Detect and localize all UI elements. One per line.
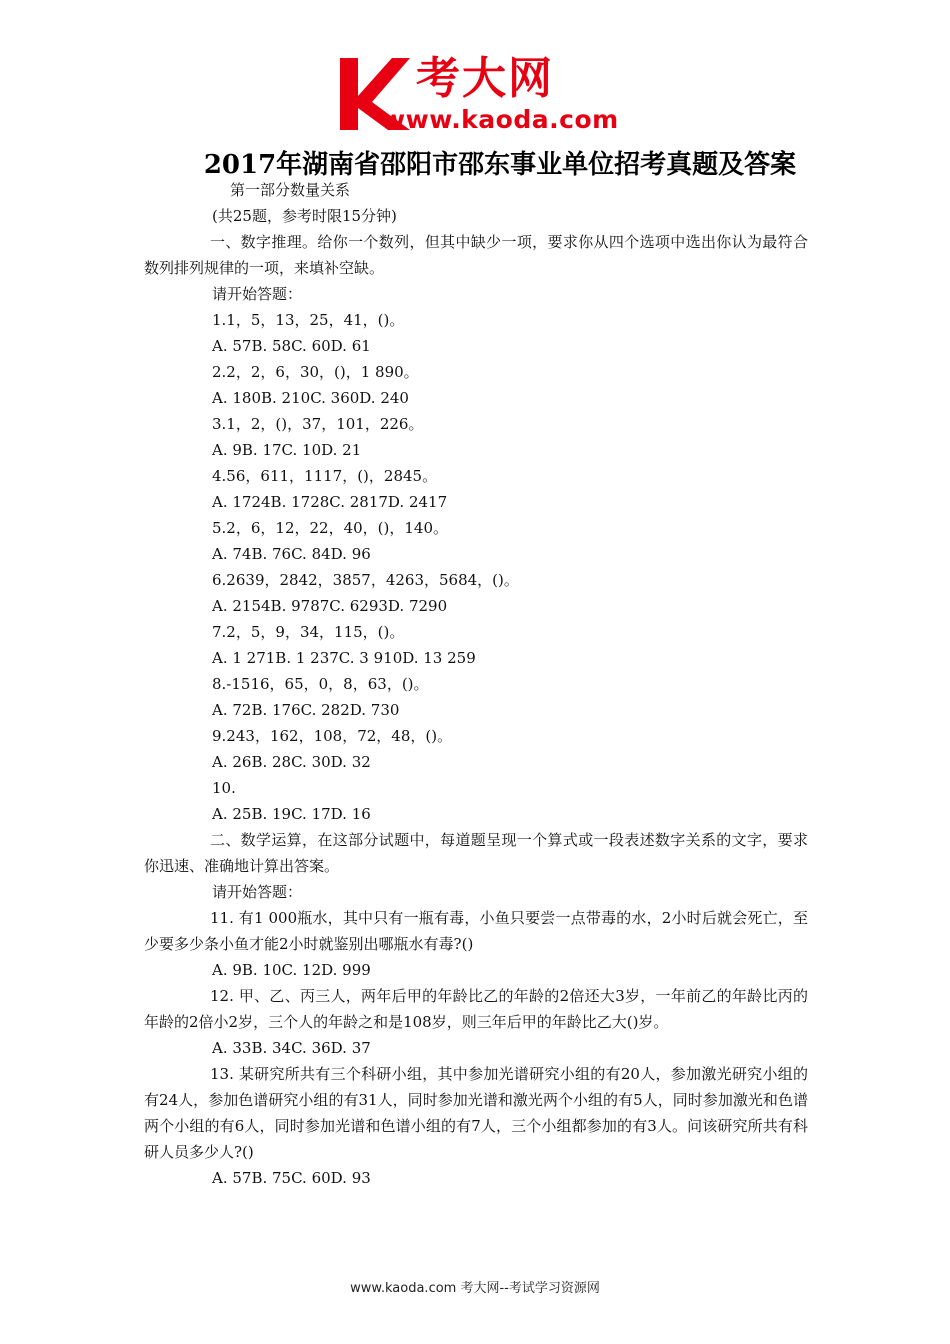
options-4: A. 1724B. 1728C. 2817D. 2417 — [212, 493, 448, 511]
question-12: 12. 甲、乙、丙三人，两年后甲的年龄比乙的年龄的2倍还大3岁，一年前乙的年龄比丙的年龄的2倍小2岁，三个人的年龄之和是108岁，则三年后甲的年龄比乙大()岁。 — [144, 987, 808, 1031]
options-7: A. 1 271B. 1 237C. 3 910D. 13 259 — [212, 649, 476, 667]
options-6: A. 2154B. 9787C. 6293D. 7290 — [212, 597, 448, 615]
logo-url: www.kaoda.com — [382, 105, 619, 134]
options-1: A. 57B. 58C. 60D. 61 — [212, 337, 371, 355]
question-9: 9.243，162，108，72，48，()。 — [212, 727, 453, 745]
page-footer: www.kaoda.com 考大网--考试学习资源网 — [350, 1281, 600, 1296]
options-11: A. 9B. 10C. 12D. 999 — [212, 961, 371, 979]
options-13: A. 57B. 75C. 60D. 93 — [212, 1169, 371, 1187]
options-2: A. 180B. 210C. 360D. 240 — [212, 389, 409, 407]
question-11: 11. 有1 000瓶水，其中只有一瓶有毒，小鱼只要尝一点带毒的水，2小时后就会死亡，至少要多少条小鱼才能2小时就鉴别出哪瓶水有毒?() — [144, 909, 808, 953]
question-7: 7.2，5，9，34，115，()。 — [212, 623, 405, 641]
options-3: A. 9B. 17C. 10D. 21 — [212, 441, 362, 459]
question-10: 10. — [212, 779, 236, 797]
question-13: 13. 某研究所共有三个科研小组，其中参加光谱研究小组的有20人，参加激光研究小组的有24人，参加色谱研究小组的有31人，同时参加光谱和激光两个小组的有5人，同时参加激光和色谱两个小组的有6人，同时参加光谱和色谱小组的有7人，三个小组都参加的有3人。问该研究所共有科研人员多少人?() — [144, 1065, 808, 1161]
page-title: 2017年湖南省邵阳市邵东事业单位招考真题及答案 — [203, 150, 797, 180]
question-4: 4.56，611，1117，()，2845。 — [212, 467, 438, 485]
question-5: 5.2，6，12，22，40，()，140。 — [212, 519, 448, 537]
section1-intro: 一、数字推理。给你一个数列，但其中缺少一项，要求你从四个选项中选出你认为最符合数列排列规律的一项，来填补空缺。 — [144, 233, 808, 277]
section-heading: 第一部分数量关系 — [230, 181, 351, 199]
options-9: A. 26B. 28C. 30D. 32 — [212, 753, 371, 771]
question-1: 1.1，5，13，25，41，()。 — [212, 311, 405, 329]
options-8: A. 72B. 176C. 282D. 730 — [212, 701, 400, 719]
question-8: 8.-1516，65，0，8，63，()。 — [212, 675, 429, 693]
section2-intro: 二、数学运算，在这部分试题中，每道题呈现一个算式或一段表述数字关系的文字，要求你迅速、准确地计算出答案。 — [144, 831, 808, 875]
question-3: 3.1，2，()，37，101，226。 — [212, 415, 424, 433]
options-12: A. 33B. 34C. 36D. 37 — [212, 1039, 371, 1057]
start-prompt-2: 请开始答题： — [212, 883, 303, 901]
start-prompt-1: 请开始答题： — [212, 285, 303, 303]
options-5: A. 74B. 76C. 84D. 96 — [212, 545, 371, 563]
question-2: 2.2，2，6，30，()，1 890。 — [212, 363, 419, 381]
question-6: 6.2639，2842，3857，4263，5684，()。 — [212, 571, 519, 589]
kaoda-logo — [336, 52, 666, 140]
options-10: A. 25B. 19C. 17D. 16 — [212, 805, 371, 823]
section-meta: (共25题，参考时限15分钟) — [212, 207, 397, 225]
logo-name: 考大网 — [416, 53, 554, 104]
